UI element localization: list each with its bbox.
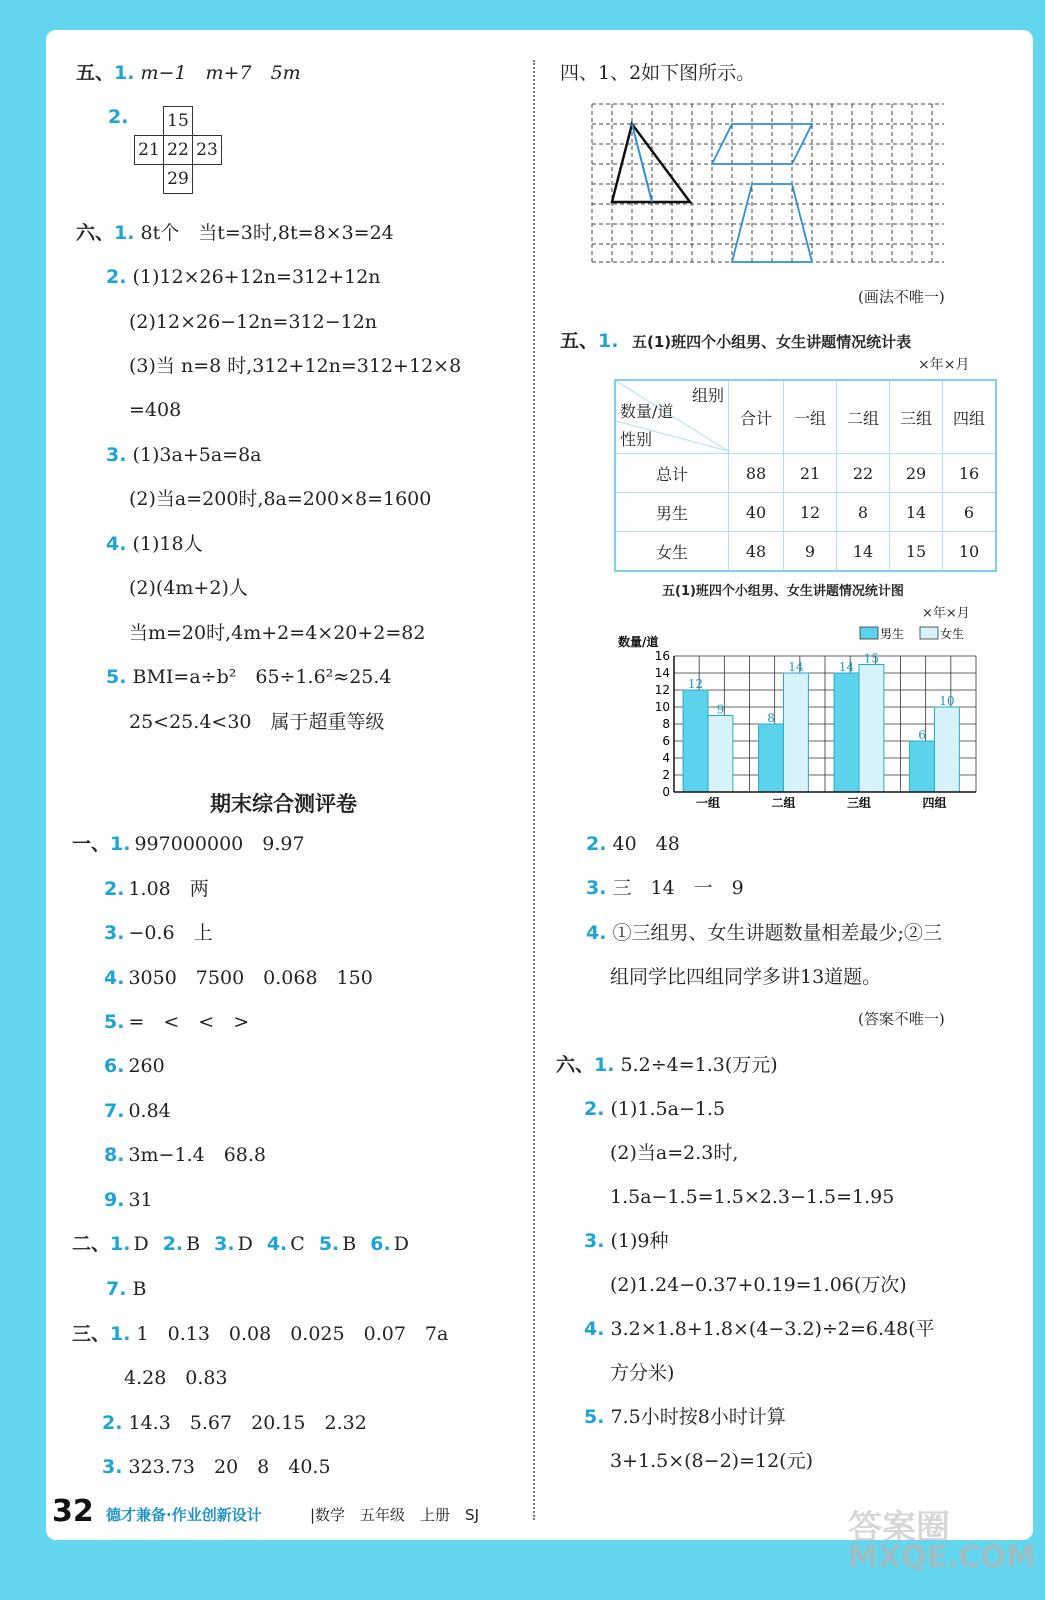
answer-text: (1)9种 [610, 1230, 669, 1252]
answer-text: B [186, 1233, 201, 1255]
answer-text: m−1 m+7 5m [140, 62, 301, 84]
table-row [615, 493, 996, 532]
part-two-answers [110, 1233, 409, 1255]
page-number: 32 [52, 1494, 94, 1529]
left-s6-5a [106, 664, 392, 690]
bar-male [834, 673, 859, 792]
dotted-grid [592, 104, 944, 262]
item-number: 6. [370, 1233, 391, 1255]
part-one-item [104, 1009, 249, 1035]
geometry-grid-figure [590, 102, 950, 266]
right-s5-2 [586, 831, 680, 857]
table-cell: 88 [729, 454, 784, 493]
part-one-item [104, 1098, 171, 1124]
answer-text: 40 48 [612, 833, 680, 855]
item-number: 6. [104, 1055, 125, 1077]
answer-text: 7.5小时按8小时计算 [610, 1406, 786, 1428]
watermark-logo: 答案圈 [848, 1508, 950, 1548]
item-number: 1. [114, 222, 135, 244]
left-p3-3 [102, 1454, 331, 1480]
column-header: 三组 [890, 380, 943, 454]
answer-text: D [393, 1233, 409, 1255]
bar-male [910, 741, 935, 792]
y-tick-label: 2 [662, 768, 670, 782]
table-cell: 29 [890, 454, 943, 493]
answer-text: B [342, 1233, 357, 1255]
answer-text: 3m−1.4 68.8 [128, 1144, 266, 1166]
item-number: 8. [104, 1144, 125, 1166]
chart-date: ×年×月 [922, 606, 970, 621]
row-label: 男生 [615, 493, 729, 532]
answer-text: 1 0.13 0.08 0.025 0.07 7a [136, 1323, 449, 1345]
bar-value-label: 15 [863, 651, 880, 666]
section-label: 二、 [72, 1233, 111, 1255]
answer-text: (3)当 n=8 时,312+12n=312+12×8 [129, 355, 462, 377]
item-number: 1. [110, 1233, 131, 1255]
section-label: 一、 [72, 833, 111, 855]
corner-label-group: 组别 [691, 386, 724, 405]
item-number: 2. [102, 1412, 123, 1434]
right-s5-4 [586, 920, 942, 946]
answer-text: 3+1.5×(8−2)=12(元) [610, 1450, 813, 1472]
left-s5-1 [76, 60, 301, 86]
answer-text: −0.6 上 [128, 922, 213, 944]
table-cell: 14 [837, 532, 890, 572]
table-cell: 10 [943, 532, 997, 572]
y-axis-label: 数量/道 [618, 635, 659, 649]
answer-text: 1.5a−1.5=1.5×2.3−1.5=1.95 [610, 1186, 895, 1208]
corner-label-gender: 性别 [620, 430, 653, 449]
bar-female [859, 665, 884, 793]
y-tick-label: 16 [654, 649, 670, 663]
item-number: 7. [104, 1100, 125, 1122]
right-s6-1 [556, 1052, 778, 1078]
item-number: 2. [584, 1098, 605, 1120]
answer-text: (2)当a=2.3时, [610, 1142, 739, 1164]
item-number: 5. [104, 1011, 125, 1033]
column-divider [533, 60, 535, 1520]
item-number: 4. [104, 967, 125, 989]
exam-heading: 期末综合测评卷 [210, 792, 357, 816]
bar-value-label: 14 [788, 660, 804, 674]
answer-text: 组同学比四组同学多讲13道题。 [610, 966, 882, 988]
answer-text: (2)当a=200时,8a=200×8=1600 [129, 488, 432, 510]
answer-text: 8t个 当t=3时,8t=8×3=24 [140, 222, 394, 244]
table-cell: 21 [784, 454, 837, 493]
item-number: 9. [104, 1189, 125, 1211]
left-s6-3a [106, 442, 262, 468]
bar-male [683, 690, 708, 792]
number-cross-grid [134, 106, 222, 194]
table-row [615, 532, 996, 572]
answer-text: D [133, 1233, 149, 1255]
right-s6-2 [584, 1096, 725, 1122]
item-number: 1. [114, 62, 135, 84]
left-p2-row [72, 1231, 409, 1257]
y-tick-label: 8 [662, 717, 670, 731]
answer-text: 14.3 5.67 20.15 2.32 [128, 1412, 367, 1434]
chart-title: 五(1)班四个小组男、女生讲题情况统计图 [662, 584, 904, 599]
item-number: 1. [110, 833, 131, 855]
answer-text: (2)(4m+2)人 [129, 577, 248, 599]
table-cell: 14 [890, 493, 943, 532]
item-number: 4. [586, 922, 607, 944]
item-number: 2. [104, 878, 125, 900]
answer-text: 三 14 一 9 [612, 877, 744, 899]
bar-value-label: 6 [918, 728, 926, 742]
section-label: 五、 [76, 62, 115, 84]
item-number: 5. [318, 1233, 340, 1255]
section-label: 六、 [76, 222, 115, 244]
left-s6-1 [76, 220, 394, 246]
item-number: 5. [106, 666, 127, 688]
table-cell: 8 [837, 493, 890, 532]
table-cell: 12 [784, 493, 837, 532]
column-header: 二组 [837, 380, 890, 454]
answer-text: (2)12×26−12n=312−12n [129, 311, 378, 333]
page-border-right [1033, 0, 1045, 1600]
answer-text: (2)1.24−0.37+0.19=1.06(万次) [610, 1274, 907, 1296]
item-number: 4. [266, 1233, 288, 1255]
answer-text: (1)3a+5a=8a [132, 444, 262, 466]
watermark-url: MXQE.COM [848, 1540, 1036, 1575]
x-category-label: 四组 [922, 796, 947, 810]
answer-text: 260 [128, 1055, 165, 1077]
answer-text: (1)18人 [132, 533, 203, 555]
table-cell: 6 [943, 493, 997, 532]
bar-value-label: 14 [838, 660, 855, 674]
bar-female [708, 716, 733, 793]
part-one-item [104, 1053, 165, 1079]
note-answer-varies: (答案不唯一) [858, 1010, 945, 1028]
part-one-item [72, 831, 305, 857]
left-p3-2 [102, 1410, 367, 1436]
answer-text: 323.73 20 8 40.5 [128, 1456, 331, 1478]
bar-male [759, 724, 784, 792]
answer-text: 5.2÷4=1.3(万元) [620, 1054, 778, 1076]
left-p2-7 [106, 1276, 146, 1302]
table-cell: 48 [729, 532, 784, 572]
item-number: 7. [106, 1278, 127, 1300]
grid-cell: 29 [164, 165, 193, 194]
x-category-label: 三组 [846, 796, 871, 810]
left-p3-1 [72, 1321, 448, 1347]
item-number: 2. [586, 833, 607, 855]
table-title: 五(1)班四个小组男、女生讲题情况统计表 [632, 333, 912, 351]
answer-text: D [237, 1233, 253, 1255]
bar-female [934, 707, 959, 792]
answer-text: 3050 7500 0.068 150 [128, 967, 373, 989]
item-number: 3. [584, 1230, 605, 1252]
legend-label: 男生 [880, 627, 905, 641]
x-category-label: 二组 [771, 796, 796, 810]
answer-text: (1)1.5a−1.5 [610, 1098, 726, 1120]
right-s6-3 [584, 1228, 669, 1254]
answer-text: 997000000 9.97 [134, 833, 305, 855]
answer-text: 1.08 两 [128, 878, 209, 900]
answer-text: = < < > [128, 1011, 250, 1033]
bar-value-label: 9 [716, 702, 725, 717]
grid-cell: 21 [135, 136, 164, 165]
row-label: 总计 [615, 454, 729, 493]
item-number: 2. [108, 106, 129, 128]
table-cell: 15 [890, 532, 943, 572]
legend-swatch [920, 627, 938, 639]
answer-text: C [290, 1233, 305, 1255]
item-number: 1. [594, 1054, 615, 1076]
bar-chart [612, 620, 984, 816]
item-number: 4. [106, 533, 127, 555]
y-tick-label: 14 [654, 666, 670, 680]
answer-text: 4.28 0.83 [124, 1367, 228, 1389]
item-number: 2. [162, 1233, 184, 1255]
y-tick-label: 6 [662, 734, 670, 748]
table-corner-cell [615, 380, 729, 454]
triangle-shape [612, 124, 690, 202]
item-number: 3. [104, 922, 125, 944]
bar-value-label: 10 [939, 694, 955, 708]
item-number: 5. [584, 1406, 605, 1428]
item-number: 4. [584, 1318, 605, 1340]
right-s5-3 [586, 875, 744, 901]
bar-value-label: 8 [767, 711, 775, 725]
section-label: 三、 [72, 1323, 111, 1345]
item-number: 1. [110, 1323, 131, 1345]
right-s6-5 [584, 1404, 786, 1430]
table-cell: 40 [729, 493, 784, 532]
right-s5-1 [560, 328, 618, 354]
section-label: 六、 [556, 1054, 595, 1076]
right-s4-text: 四、1、2如下图所示。 [560, 62, 756, 84]
answer-text: =408 [129, 399, 182, 421]
bar-value-label: 12 [687, 677, 704, 691]
corner-label-quantity: 数量/道 [620, 402, 674, 421]
note-drawing-varies: (画法不唯一) [858, 288, 945, 306]
item-number: 1. [598, 330, 619, 352]
legend-swatch [860, 627, 878, 639]
part-one-item [104, 1187, 153, 1213]
y-tick-label: 4 [662, 751, 670, 765]
answer-text: 31 [128, 1189, 153, 1211]
item-number: 3. [106, 444, 127, 466]
page-border-left [0, 0, 46, 1600]
answer-text: 0.84 [128, 1100, 171, 1122]
book-brand: 德才兼备·作业创新设计 [106, 1506, 262, 1524]
table-date: ×年×月 [918, 357, 970, 373]
part-one-item [104, 1142, 266, 1168]
right-s6-4 [584, 1316, 935, 1342]
x-category-label: 一组 [695, 796, 720, 810]
table-row [615, 454, 996, 493]
answer-text: BMI=a÷b² 65÷1.6²≈25.4 [132, 666, 392, 688]
answer-text: 25<25.4<30 属于超重等级 [129, 711, 385, 733]
row-label: 女生 [615, 532, 729, 572]
grid-cell: 22 [164, 136, 193, 165]
column-header: 一组 [784, 380, 837, 454]
answer-text: 方分米) [610, 1362, 675, 1384]
left-s5-2 [108, 104, 128, 130]
table-cell: 9 [784, 532, 837, 572]
left-s6-4a [106, 531, 203, 557]
item-number: 2. [106, 266, 127, 288]
column-header: 合计 [729, 380, 784, 454]
column-header: 四组 [943, 380, 997, 454]
y-tick-label: 0 [662, 785, 670, 799]
part-one-item [104, 965, 373, 991]
answer-text: (1)12×26+12n=312+12n [132, 266, 381, 288]
item-number: 3. [102, 1456, 123, 1478]
answer-text: 当m=20时,4m+2=4×20+2=82 [129, 622, 426, 644]
bar-female [783, 673, 808, 792]
book-subject-info: |数学 五年级 上册 SJ [310, 1506, 480, 1524]
grid-cell: 23 [193, 136, 222, 165]
answer-text: ①三组男、女生讲题数量相差最少;②三 [612, 922, 942, 944]
part-one-item [104, 920, 213, 946]
part-one-item [104, 876, 209, 902]
table-cell: 22 [837, 454, 890, 493]
statistics-table [614, 379, 997, 572]
table-cell: 16 [943, 454, 997, 493]
y-tick-label: 12 [654, 683, 670, 697]
y-tick-label: 10 [654, 700, 670, 714]
legend-label: 女生 [940, 627, 965, 641]
grid-cell: 15 [164, 107, 193, 136]
answer-text: B [132, 1278, 147, 1300]
left-s6-2a [106, 264, 381, 290]
answer-text: 3.2×1.8+1.8×(4−3.2)÷2=6.48(平 [610, 1318, 935, 1340]
item-number: 3. [214, 1233, 235, 1255]
section-label: 五、 [560, 330, 599, 352]
item-number: 3. [586, 877, 607, 899]
